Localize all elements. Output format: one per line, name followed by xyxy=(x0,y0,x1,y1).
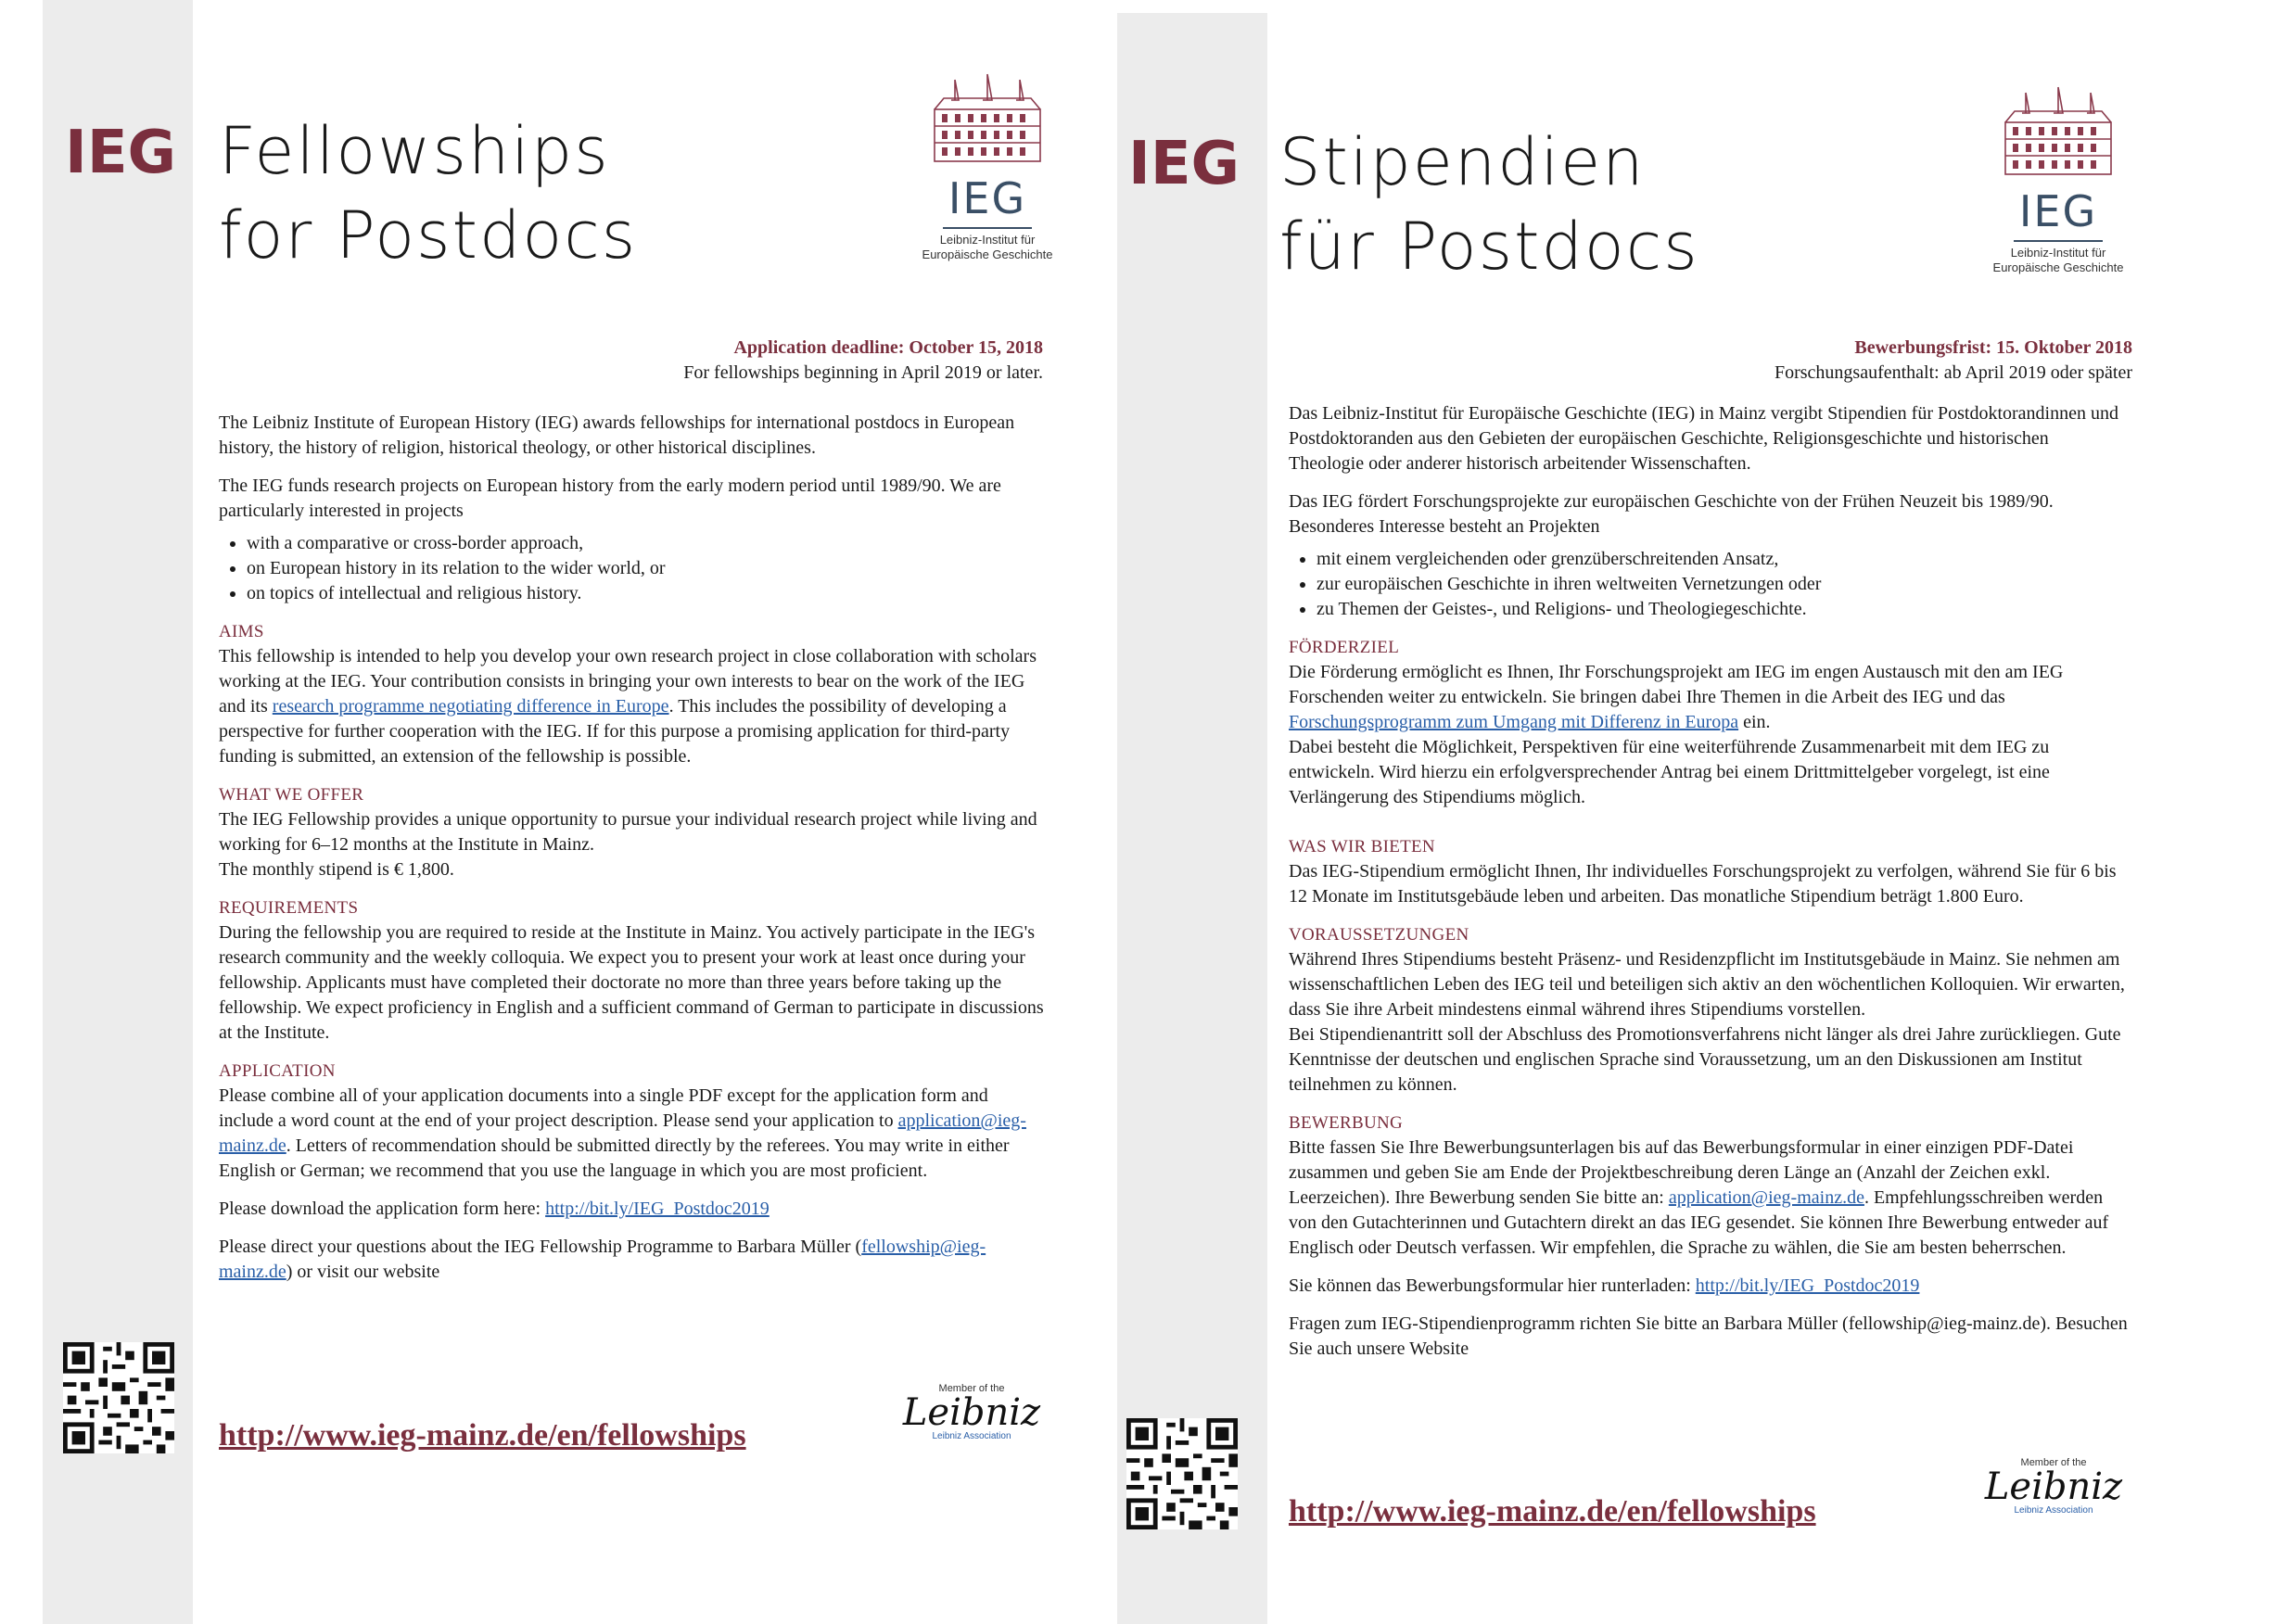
right-aims-section: FÖRDERZIEL Die Förderung ermöglicht es Ihnen, Ihr Forschungsprojekt am IEG im engen Austausch mit den am IEG Forschenden weiter zu entwickeln. Sie bringen dabei Ihre Themen in die Arbeit des IEG und das Forschungsprogramm zum Umgang mit Differenz in Europa ein. Dabei besteht die Möglichkeit, Perspektiven für eine weiterführende Zusammenarbeit mit dem IEG zu entwickeln. Wird hierzu ein erfolgversprechender Antrag bei einem Drittmittelgeber vorgelegt, ist eine Verlängerung des Stipendiums möglich. xyxy=(1289,635,2128,810)
left-title xyxy=(219,109,637,278)
left-application-section: APPLICATION Please combine all of your application documents into a single PDF except for the application form and include a word count at the end of your project description. Please send your application to application@ieg-mainz.de. Letters of recommendation should be submitted directly by the referees. You may write in either English or German; we recommend that you use the language in which you are most proficient. xyxy=(219,1059,1044,1184)
right-requirements-section: VORAUSSETZUNGEN Während Ihres Stipendiums besteht Präsenz- und Residenzpflicht im Institutsgebäude in Mainz. Sie nehmen am wissenschaftlichen Leben des IEG teil und beteiligen sich aktiv an den wöchentlichen Kolloquien. Wir erwarten, dass Sie ihre Arbeit mindestens einmal während ihres Stipendiums vorstellen. Bei Stipendienantritt soll der Abschluss des Promotionsverfahrens nicht länger als drei Jahre zurückliegen. Gute Kenntnisse der deutschen und englischen Sprache sind Voraussetzung, um an den Diskussionen am Institut teilnehmen zu können. xyxy=(1289,922,2128,1097)
section-heading: REQUIREMENTS xyxy=(219,898,359,918)
left-offer-section: WHAT WE OFFER The IEG Fellowship provides a unique opportunity to pursue your individual research project while living and working for 6–12 months at the Institute in Mainz. The monthly stipend is € 1,800. xyxy=(219,782,1044,882)
left-website-link[interactable]: http://www.ieg-mainz.de/en/fellowships xyxy=(219,1418,746,1453)
list-item: • on topics of intellectual and religious history. xyxy=(247,581,1044,606)
left-intro-2: The IEG funds research projects on European history from the early modern period until 1989/90. We are particularly interested in projects xyxy=(219,476,1001,521)
right-logo-abbr: IEG xyxy=(2014,186,2103,242)
left-download-line: Please download the application form here: http://bit.ly/IEG_Postdoc2019 xyxy=(219,1199,770,1219)
list-item: • with a comparative or cross-border approach, xyxy=(247,531,1044,556)
fellowship-email-link[interactable]: fellowship@ieg-mainz.de xyxy=(219,1237,986,1282)
left-deadline: Application deadline: October 15, 2018 xyxy=(733,337,1043,358)
left-title-line1: Fellowships xyxy=(219,113,610,189)
left-logo-abbr: IEG xyxy=(943,173,1032,229)
right-title xyxy=(1279,121,1699,289)
list-item: • zu Themen der Geistes-, und Religions- und Theologiegeschichte. xyxy=(1317,597,2128,622)
left-deadline-block xyxy=(519,336,1043,386)
section-heading: FÖRDERZIEL xyxy=(1289,638,1400,657)
institute-building-icon xyxy=(927,72,1048,165)
application-email-link[interactable]: application@ieg-mainz.de xyxy=(219,1110,1026,1156)
right-title-line2: für Postdocs xyxy=(1279,209,1699,285)
left-ieg-logo xyxy=(913,72,1062,261)
list-item: • zur europäischen Geschichte in ihren weltweiten Vernetzungen oder xyxy=(1317,572,2128,597)
right-bullet-list xyxy=(1289,547,2128,622)
right-brand: IEG xyxy=(1128,130,1240,198)
section-heading: AIMS xyxy=(219,622,264,641)
right-leibniz-mark: Member of the Leibniz Leibniz Association xyxy=(1979,1457,2128,1516)
section-heading: BEWERBUNG xyxy=(1289,1113,1404,1133)
right-intro-1: Das Leibniz-Institut für Europäische Geschichte (IEG) in Mainz vergibt Stipendien für Postdoktorandinnen und Postdoktoranden aus den Gebieten der europäischen Geschichte, Religionsgeschichte und historischen Theologie oder anderer historisch arbeitender Wissenschaften. xyxy=(1289,403,2118,474)
section-heading: VORAUSSETZUNGEN xyxy=(1289,925,1469,945)
left-deadline-sub: For fellowships beginning in April 2019 or later. xyxy=(683,362,1043,383)
right-application-section: BEWERBUNG Bitte fassen Sie Ihre Bewerbungsunterlagen bis auf das Bewerbungsformular in einer einzigen PDF-Datei zusammen und geben Sie am Ende der Projektbeschreibung deren Länge an (Anzahl der Zeichen exkl. Leerzeichen). Ihre Bewerbung senden Sie bitte an: application@ieg-mainz.de. Empfehlungsschreiben werden von den Gutachterinnen und Gutachtern direkt an das IEG gesendet. Sie können Ihre Bewerbung entweder auf Englisch oder Deutsch verfassen. Wir empfehlen, die Sprache zu wählen, die Sie am besten beherrschen. xyxy=(1289,1110,2128,1261)
application-form-link[interactable]: http://bit.ly/IEG_Postdoc2019 xyxy=(545,1199,770,1219)
left-bullet-list xyxy=(219,531,1044,606)
left-intro-1: The Leibniz Institute of European History (IEG) awards fellowships for international postdocs in European history, the history of religion, historical theology, or other historical disciplines. xyxy=(219,412,1015,458)
right-offer-section: WAS WIR BIETEN Das IEG-Stipendium ermöglicht Ihnen, Ihr individuelles Forschungsprojekt zu verfolgen, während Sie für 6 bis 12 Monate im Institutsgebäude leben und arbeiten. Das monatliche Stipendium beträgt 1.800 Euro. xyxy=(1289,834,2128,909)
bewerbung-email-link[interactable]: application@ieg-mainz.de xyxy=(1668,1187,1864,1208)
section-heading: WHAT WE OFFER xyxy=(219,785,364,805)
leibniz-signature: Leibniz xyxy=(902,1391,1041,1434)
left-brand: IEG xyxy=(65,119,177,187)
right-deadline-sub: Forschungsaufenthalt: ab April 2019 oder später xyxy=(1774,362,2132,383)
right-logo-subtitle: Leibniz-Institut für Europäische Geschichte xyxy=(1992,246,2124,274)
right-deadline: Bewerbungsfrist: 15. Oktober 2018 xyxy=(1854,337,2132,358)
list-item: • mit einem vergleichenden oder grenzüberschreitenden Ansatz, xyxy=(1317,547,2128,572)
left-questions-line: Please direct your questions about the IEG Fellowship Programme to Barbara Müller (fellowship@ieg-mainz.de) or visit our website xyxy=(219,1237,986,1282)
section-heading: WAS WIR BIETEN xyxy=(1289,837,1435,856)
right-download-line: Sie können das Bewerbungsformular hier runterladen: http://bit.ly/IEG_Postdoc2019 xyxy=(1289,1275,1920,1296)
research-programme-link[interactable]: research programme negotiating difference in Europe xyxy=(272,696,669,717)
leibniz-signature: Leibniz xyxy=(1984,1465,2123,1508)
right-intro-2: Das IEG fördert Forschungsprojekte zur europäischen Geschichte von der Frühen Neuzeit bis 1989/90. Besonderes Interesse besteht an Projekten xyxy=(1289,491,2054,537)
left-qr-code-icon xyxy=(63,1342,174,1453)
right-qr-code-icon xyxy=(1126,1418,1238,1529)
right-website-link[interactable]: http://www.ieg-mainz.de/en/fellowships xyxy=(1289,1494,1816,1529)
right-flyer xyxy=(1117,0,2277,1624)
institute-building-icon xyxy=(1998,85,2118,178)
left-leibniz-mark: Member of the Leibniz Leibniz Association xyxy=(897,1383,1046,1441)
right-ieg-logo xyxy=(1984,85,2132,274)
right-questions-line: Fragen zum IEG-Stipendienprogramm richten Sie bitte an Barbara Müller (fellowship@ieg-mainz.de). Besuchen Sie auch unsere Website xyxy=(1289,1313,2128,1359)
left-requirements-section: REQUIREMENTS During the fellowship you are required to reside at the Institute in Mainz. You actively participate in the IEG's research community and the weekly colloquia. We expect you to present your work at least once during your fellowship. Applicants must have completed their doctorate no more than three years before taking up the fellowship. We expect proficiency in English and a sufficient command of German to participate in discussions at the Institute. xyxy=(219,895,1044,1046)
forschungsprogramm-link[interactable]: Forschungsprogramm zum Umgang mit Differenz in Europa xyxy=(1289,712,1739,732)
bewerbungsformular-link[interactable]: http://bit.ly/IEG_Postdoc2019 xyxy=(1695,1275,1920,1296)
right-deadline-block xyxy=(1576,336,2132,386)
section-heading: APPLICATION xyxy=(219,1061,336,1081)
right-body xyxy=(1289,401,2128,1375)
left-logo-subtitle: Leibniz-Institut für Europäische Geschichte xyxy=(922,233,1053,261)
left-aims-text: This fellowship is intended to help you develop your own research project in close collaboration with scholars working at the IEG. Your contribution consists in bringing your own interests to bear on the work of the IEG and its research programme negotiating difference in Europe. This includes the possibility of developing a perspective for further cooperation with the IEG. If for this purpose a promising application for third-party funding is submitted, an extension of the fellowship is possible. xyxy=(219,646,1037,767)
list-item: • on European history in its relation to the wider world, or xyxy=(247,556,1044,581)
left-flyer xyxy=(0,0,1117,1624)
right-title-line1: Stipendien xyxy=(1279,124,1646,200)
left-aims-section xyxy=(219,619,1044,769)
left-title-line2: for Postdocs xyxy=(219,197,638,273)
left-body xyxy=(219,411,1044,1298)
